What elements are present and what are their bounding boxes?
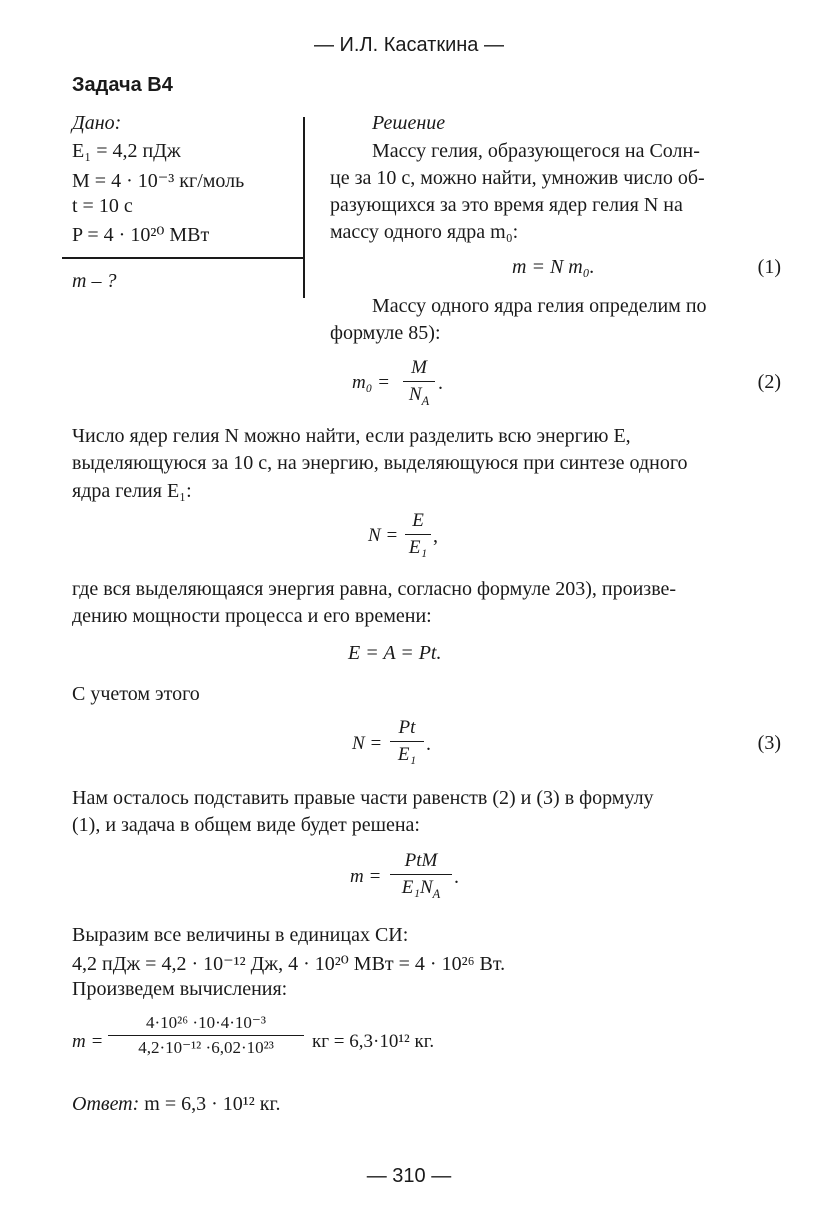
answer-line <box>72 1093 280 1116</box>
given-line-1: E₁ = 4,2 пДж <box>72 140 181 162</box>
solution-p3-line-3: ядра гелия E₁: <box>72 480 192 502</box>
given-find: m – ? <box>72 270 117 292</box>
solution-p7-line-1: Выразим все величины в единицах СИ: <box>72 924 409 946</box>
equation-3-fraction <box>405 510 431 559</box>
solution-p1-line-3: разующихся за это время ядер гелия N на <box>330 194 683 216</box>
equation-5-fraction <box>390 717 424 766</box>
solution-p4-line-2: дению мощности процесса и его времени: <box>72 605 432 627</box>
solution-p3-line-1: Число ядер гелия N можно найти, если разделить всю энергию E, <box>72 425 631 447</box>
solution-p7-line-3: Произведем вычисления: <box>72 978 288 1000</box>
equation-3-numerator: E <box>412 510 424 531</box>
solution-p1-line-2: це за 10 с, можно найти, умножив число об- <box>330 167 705 189</box>
solution-p6-line-1: Нам осталось подставить правые части равенств (2) и (3) в формулу <box>72 787 654 809</box>
equation-2-tail: . <box>438 372 443 394</box>
fraction-bar <box>108 1035 304 1036</box>
solution-p1-line-4: массу одного ядра m₀: <box>330 221 519 243</box>
given-horizontal-rule <box>62 257 304 259</box>
running-header: — И.Л. Касаткина — <box>314 34 504 56</box>
equation-1: m = N m₀. <box>512 256 595 278</box>
solution-p2-line-1: Массу одного ядра гелия определим по <box>372 295 707 317</box>
page-number: — 310 — <box>366 1165 452 1187</box>
answer-label: Ответ: <box>72 1093 140 1115</box>
solution-p2-line-2: формуле 85): <box>330 322 441 344</box>
equation-1-number: (1) <box>757 256 781 278</box>
equation-2-numerator: M <box>411 357 427 378</box>
equation-6-fraction <box>390 850 452 902</box>
equation-2-denominator: $N_A$ <box>408 384 430 409</box>
equation-7-numerator: 4·10²⁶ ·10·4·10⁻³ <box>146 1013 266 1032</box>
solution-p5: С учетом этого <box>72 683 200 705</box>
solution-p7-line-2: 4,2 пДж = 4,2 · 10⁻¹² Дж, 4 · 10²⁰ МВт = 4 · 10²⁶ Вт. <box>72 953 506 975</box>
solution-p6-line-2: (1), и задача в общем виде будет решена: <box>72 814 420 836</box>
equation-7-fraction <box>108 1013 304 1058</box>
equation-6-denominator: $E_1N_A$ <box>401 877 441 902</box>
equation-2-left: m₀ = <box>352 372 390 393</box>
fraction-bar <box>390 741 424 742</box>
solution-label: Решение <box>372 112 446 134</box>
answer-value: m = 6,3 · 10¹² кг. <box>144 1093 281 1115</box>
equation-6-left: m = <box>350 866 382 887</box>
fraction-bar <box>403 381 435 382</box>
given-line-3: t = 10 с <box>72 195 133 217</box>
equation-4: E = A = Pt. <box>348 642 442 664</box>
equation-5-denominator: E₁ <box>397 744 417 766</box>
fraction-bar <box>390 874 452 875</box>
fraction-bar <box>405 534 431 535</box>
equation-5-numerator: Pt <box>398 717 416 738</box>
equation-2-fraction <box>403 357 435 409</box>
equation-7-left: m = <box>72 1031 104 1052</box>
given-line-2: M = 4 · 10⁻³ кг/моль <box>72 170 245 192</box>
equation-3-tail: , <box>433 525 438 547</box>
solution-p3-line-2: выделяющуюся за 10 с, на энергию, выделяющуюся при синтезе одного <box>72 452 688 474</box>
solution-p4-line-1: где вся выделяющаяся энергия равна, согласно формуле 203), произве- <box>72 578 677 600</box>
equation-6-numerator: PtM <box>404 850 438 871</box>
equation-2-number: (2) <box>757 371 781 393</box>
given-line-4: P = 4 · 10²⁰ МВт <box>72 224 210 246</box>
equation-7-denominator: 4,2·10⁻¹² ·6,02·10²³ <box>138 1038 274 1058</box>
equation-5-left: N = <box>352 733 383 754</box>
equation-3-left: N = <box>368 525 399 546</box>
given-label: Дано: <box>72 112 122 134</box>
equation-5-number: (3) <box>757 732 781 754</box>
equation-5-tail: . <box>426 733 431 755</box>
solution-p1-line-1: Массу гелия, образующегося на Солн- <box>372 140 700 162</box>
task-title: Задача В4 <box>72 74 173 96</box>
equation-6-tail: . <box>454 866 459 888</box>
given-vertical-rule <box>303 117 305 298</box>
equation-7-tail: кг = 6,3·10¹² кг. <box>312 1031 435 1052</box>
equation-3-denominator: E₁ <box>408 537 428 559</box>
